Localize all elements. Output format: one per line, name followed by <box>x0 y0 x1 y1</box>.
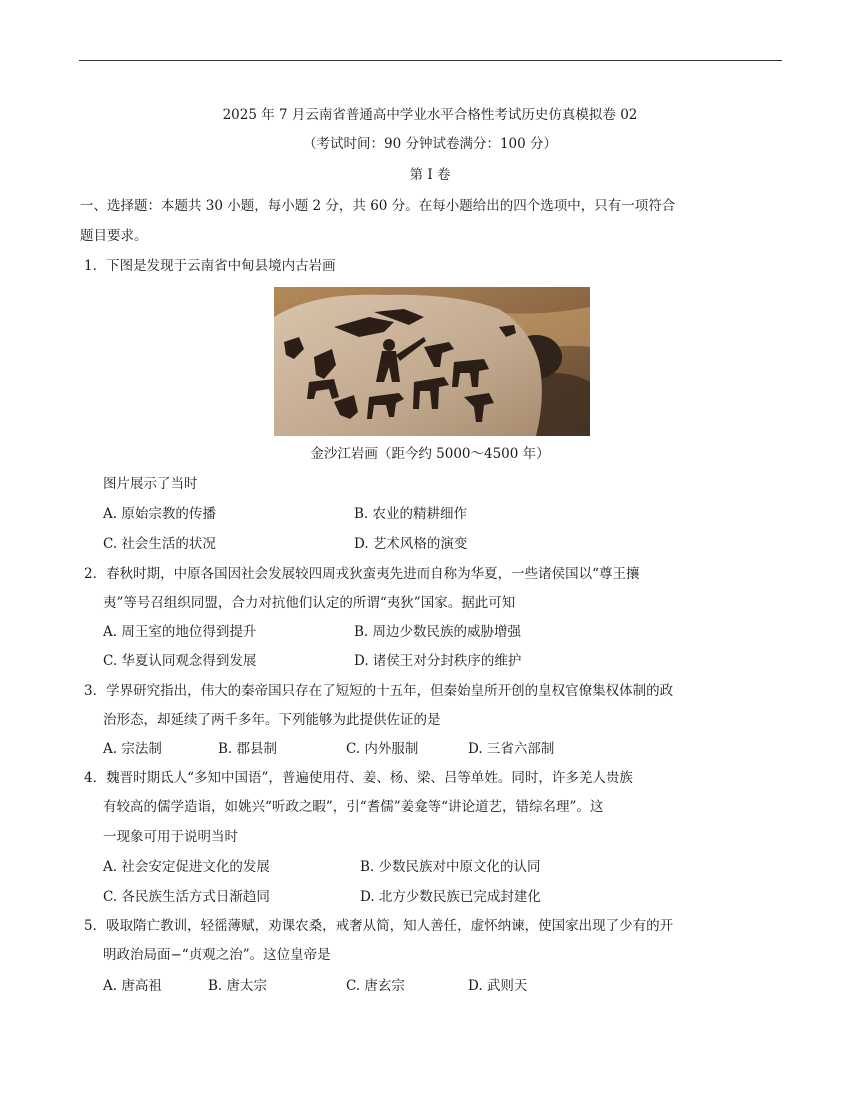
question-2-option-c: C. 华夏认同观念得到发展 <box>103 653 257 669</box>
question-4-option-b: B. 少数民族对中原文化的认同 <box>360 859 541 875</box>
exam-title: 2025 年 7 月云南省普通高中学业水平合格性考试历史仿真模拟卷 02 <box>222 107 638 123</box>
question-5-stem-line-2: 明政治局面−“贞观之治”。这位皇帝是 <box>103 947 331 963</box>
question-3-option-d: D. 三省六部制 <box>468 741 555 757</box>
question-1-option-d: D. 艺术风格的演变 <box>354 536 468 552</box>
question-2-option-d: D. 诸侯王对分封秩序的维护 <box>354 653 522 669</box>
section-heading: 第 I 卷 <box>409 167 451 183</box>
question-4-option-c: C. 各民族生活方式日渐趋同 <box>103 889 270 905</box>
question-3-stem-line-1: 3．学界研究指出，伟大的秦帝国只存在了短短的十五年，但秦始皇所开创的皇权官僚集权体制的政 <box>84 683 674 699</box>
question-5-option-c: C. 唐玄宗 <box>346 978 405 994</box>
question-1-stem: 1．下图是发现于云南省中甸县境内古岩画 <box>84 258 336 274</box>
question-1-prompt: 图片展示了当时 <box>103 476 198 492</box>
question-4-option-d: D. 北方少数民族已完成封建化 <box>360 889 541 905</box>
question-2-option-a: A. 周王室的地位得到提升 <box>103 624 257 640</box>
question-4-option-a: A. 社会安定促进文化的发展 <box>103 859 270 875</box>
question-2-stem-line-2: 夷”等号召组织同盟，合力对抗他们认定的所谓“夷狄”国家。据此可知 <box>103 595 516 611</box>
question-4-stem-line-2: 有较高的儒学造诣，如姚兴“听政之暇”，引“耆儒”姜龛等“讲论道艺，错综名理”。这 <box>103 799 604 815</box>
question-4-stem-line-1: 4．魏晋时期氐人“多知中国语”，普遍使用苻、姜、杨、梁、吕等单姓。同时，许多羌人贵族 <box>84 770 633 786</box>
question-3-stem-line-2: 治形态，却延续了两千多年。下列能够为此提供佐证的是 <box>103 712 441 728</box>
instructions-line-2: 题目要求。 <box>80 228 148 244</box>
question-1-option-b: B. 农业的精耕细作 <box>354 506 468 522</box>
question-2-option-b: B. 周边少数民族的威胁增强 <box>354 624 522 640</box>
header-rule <box>79 60 782 61</box>
question-5-stem-line-1: 5．吸取隋亡教训，轻徭薄赋，劝课农桑，戒奢从简，知人善任，虚怀纳谏，使国家出现了少有的开 <box>84 918 674 934</box>
question-1-option-a: A. 原始宗教的传播 <box>103 506 216 522</box>
question-5-option-a: A. 唐高祖 <box>103 978 162 994</box>
instructions-line-1: 一、选择题：本题共 30 小题，每小题 2 分，共 60 分。在每小题给出的四个选项中，只有一项符合 <box>80 198 676 214</box>
question-5-option-b: B. 唐太宗 <box>208 978 268 994</box>
question-1-option-c: C. 社会生活的状况 <box>103 536 216 552</box>
rock-painting-image <box>274 287 590 436</box>
question-3-option-c: C. 内外服制 <box>346 741 419 757</box>
question-5-option-d: D. 武则天 <box>468 978 528 994</box>
question-3-option-b: B. 郡县制 <box>218 741 278 757</box>
question-4-stem-line-3: 一现象可用于说明当时 <box>103 829 238 845</box>
image-caption: 金沙江岩画（距今约 5000～4500 年） <box>310 446 550 462</box>
exam-subtitle: （考试时间：90 分钟试卷满分：100 分） <box>302 136 558 152</box>
question-3-option-a: A. 宗法制 <box>103 741 162 757</box>
question-2-stem-line-1: 2．春秋时期，中原各国因社会发展较四周戎狄蛮夷先进而自称为华夏，一些诸侯国以“尊王攘 <box>84 566 640 582</box>
